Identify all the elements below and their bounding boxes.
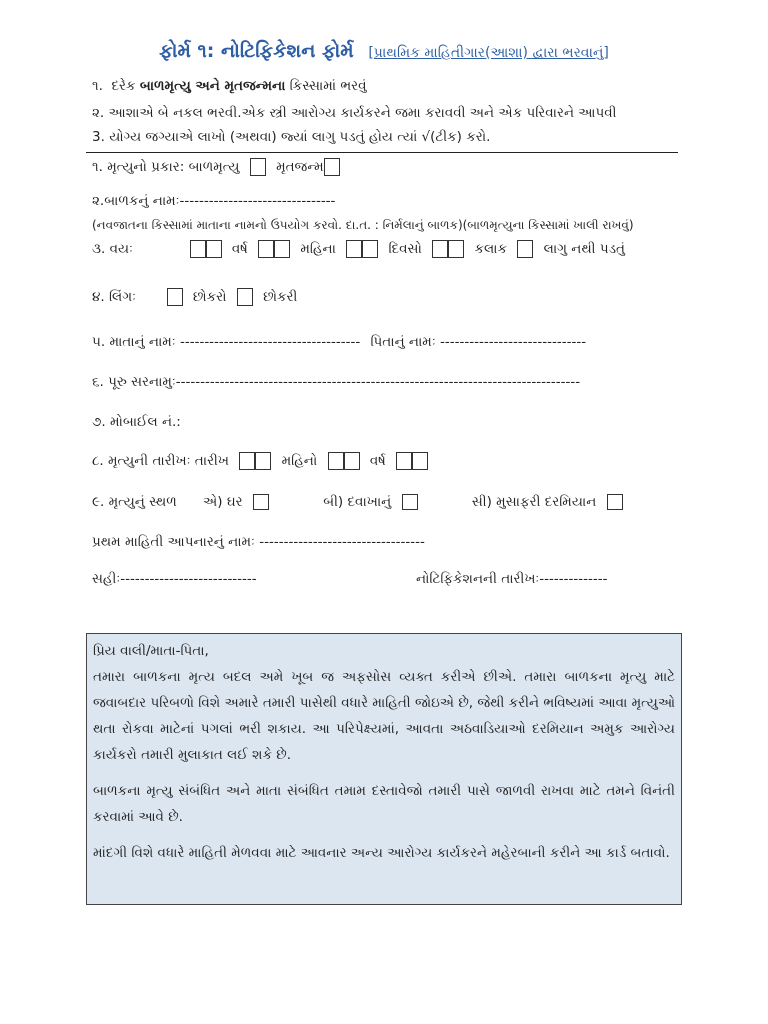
death-year-box-1[interactable] <box>396 452 412 470</box>
notification-date-row <box>416 571 608 587</box>
form-title-sub: [પ્રાથમિક માહિતીગાર(આશા) દ્વારા ભરવાનું] <box>368 45 609 61</box>
parents-row <box>92 334 586 350</box>
travel-label: સી) મુસાફરી દરમિયાન <box>471 494 597 510</box>
age-months-label: મહિના <box>300 241 336 257</box>
instruction-2 <box>92 105 617 121</box>
death-place-label: ૯. મૃત્યુનું સ્થળ <box>92 494 177 510</box>
age-days-label: દિવસો <box>388 241 422 257</box>
age-na-checkbox[interactable] <box>517 240 533 258</box>
gender-row <box>92 288 297 306</box>
death-date-label: ૮. મૃત્યુની તારીખઃ તારીખ <box>92 453 230 469</box>
boy-checkbox[interactable] <box>167 288 183 306</box>
age-years-box-1[interactable] <box>190 240 206 258</box>
age-months-box-1[interactable] <box>258 240 274 258</box>
age-na-label: લાગુ નથી પડતું <box>543 241 625 257</box>
gender-label: ૪. લિંગઃ <box>92 289 136 305</box>
divider-line <box>86 152 678 153</box>
instruction-3-text: યોગ્ય જગ્યાએ લાખો (અથવા) જ્યાં લાગુ પડતું હોય ત્યાં √(ટીક) કરો. <box>109 129 491 145</box>
form-title-main: ફોર્મ ૧: નોટિફિકેશન ફોર્મ <box>159 40 354 62</box>
death-month-label: મહિનો <box>281 453 318 469</box>
stillbirth-checkbox[interactable] <box>324 158 340 176</box>
age-days-box-2[interactable] <box>362 240 378 258</box>
death-month-box-1[interactable] <box>328 452 344 470</box>
death-year-label: વર્ષ <box>369 453 386 469</box>
stillbirth-label: મૃતજન્મ <box>276 159 324 175</box>
girl-checkbox[interactable] <box>237 288 253 306</box>
instruction-1-bold: બાળમૃત્યુ અને મૃતજન્મના <box>139 78 286 94</box>
age-hours-box-1[interactable] <box>432 240 448 258</box>
age-label: ૩. વયઃ <box>92 241 133 257</box>
age-months-box-2[interactable] <box>274 240 290 258</box>
instruction-2-text: આશાએ બે નકલ ભરવી.એક સ્ત્રી આરોગ્ય કાર્યકરને જમા કરાવવી અને એક પરિવારને આપવી <box>108 105 617 121</box>
letter-paragraph-1: તમારા બાળકના મૃત્ય બદલ અમે ખૂબ જ અફસોસ વ્યક્ત કરીએ છીએ. તમારા બાળકના મૃત્યુ માટે જવાબદાર પરિબળો વિશે અમારે તમારી પાસેથી વધારે માહિતી જોઇએ છે, જેથી કરીને ભવિષ્યમાં આવા મૃત્યુઓ થતા રોકવા માટેનાં પગલાં ભરી શકાય. આ પરિપેક્ષ્યમાં, આવતા અઠવાડિયાઓ દરમિયાન અમુક આરોગ્ય કાર્યકરો તમારી મુલાકાત લઈ શકે છે. <box>93 669 675 763</box>
death-date-row <box>92 452 428 470</box>
child-name-row <box>92 193 335 209</box>
instruction-3-number: 3. <box>92 129 105 145</box>
boy-label: છોકરો <box>192 289 227 305</box>
infant-death-checkbox[interactable] <box>250 158 266 176</box>
letter-paragraph-2: બાળકના મૃત્યુ સંબંધિત અને માતા સંબંધિત તમામ દસ્તાવેજો તમારી પાસે જાળવી રાખવા માટે તમને વિનંતી કરવામાં આવે છે. <box>93 783 675 825</box>
death-day-box-2[interactable] <box>255 452 271 470</box>
age-years-box-2[interactable] <box>206 240 222 258</box>
death-month-box-2[interactable] <box>344 452 360 470</box>
instruction-1-text: દરેક <box>111 78 140 94</box>
instruction-1-number: ૧. <box>92 78 103 94</box>
letter-paragraph-3: માંદગી વિશે વધારે માહિતી મેળવવા માટે આવનાર અન્ય આરોગ્ય કાર્યકરને મહેરબાની કરીને આ કાર્ડ બતાવો. <box>93 845 670 861</box>
death-type-row <box>92 158 340 176</box>
informant-label: પ્રથમ માહિતી આપનારનું નામઃ ---------------------------------- <box>92 534 425 550</box>
age-days-box-1[interactable] <box>346 240 362 258</box>
death-day-box-1[interactable] <box>239 452 255 470</box>
mobile-label: ૭. મોબાઈલ નં.: <box>92 414 181 430</box>
instruction-3 <box>92 129 490 145</box>
father-name-label: પિતાનું નામઃ ------------------------------ <box>370 334 587 350</box>
age-hours-box-2[interactable] <box>448 240 464 258</box>
mother-name-label: ૫. માતાનું નામઃ ------------------------------------- <box>92 334 361 350</box>
girl-label: છોકરી <box>263 289 298 305</box>
age-hours-label: કલાક <box>474 241 508 257</box>
informant-row <box>92 534 425 550</box>
travel-checkbox[interactable] <box>607 494 623 510</box>
instruction-1 <box>92 78 367 94</box>
death-year-box-2[interactable] <box>412 452 428 470</box>
death-place-row <box>92 494 623 510</box>
hospital-checkbox[interactable] <box>402 494 418 510</box>
form-title <box>0 40 768 62</box>
letter-greeting: પ્રિય વાલી/માતા-પિતા, <box>93 643 209 659</box>
home-label: એ) ઘર <box>203 494 243 510</box>
signature-row <box>92 571 257 587</box>
child-name-note: (નવજાતના કિસ્સામાં માતાના નામનો ઉપયોગ કરવો. દા.ત. : નિર્મલાનું બાળક)(બાળમૃત્યુના કિસ્સામાં ખાલી રાખવું) <box>92 218 634 232</box>
child-name-label: ૨.બાળકનું નામઃ-------------------------------- <box>92 193 336 209</box>
death-type-label: ૧. મૃત્યુનો પ્રકાર: બાળમૃત્યુ <box>92 159 240 175</box>
notification-date-label: નોટિફિકેશનની તારીખઃ-------------- <box>416 571 608 587</box>
parent-letter-box <box>86 633 682 905</box>
instruction-1-text-end: કિસ્સામાં ભરવું <box>285 78 367 94</box>
address-row <box>92 374 580 390</box>
mobile-row <box>92 414 181 430</box>
signature-label: સહીઃ---------------------------- <box>92 571 257 587</box>
hospital-label: બી) દવાખાનું <box>323 494 392 510</box>
age-years-label: વર્ષ <box>231 241 248 257</box>
home-checkbox[interactable] <box>253 494 269 510</box>
age-row <box>92 240 625 258</box>
instruction-2-number: ૨. <box>92 105 105 121</box>
address-label: ૬. પૂરુ સરનામુઃ----------------------------------------------------------------------------------- <box>92 374 581 390</box>
